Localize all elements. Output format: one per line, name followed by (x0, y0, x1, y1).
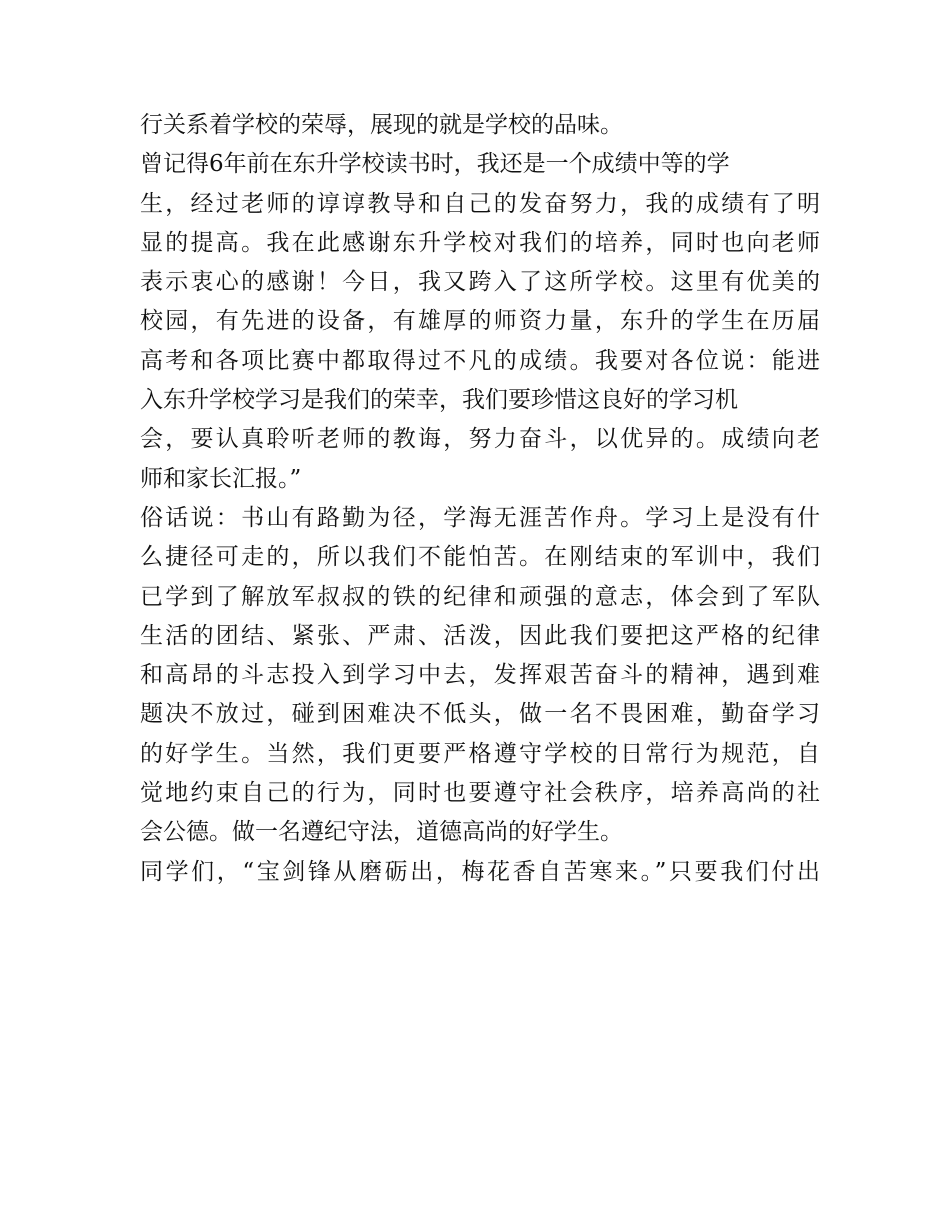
text-line: 的好学生。当然，我们更要严格遵守学校的日常行为规范，自 (140, 740, 820, 767)
text-line: 么捷径可走的，所以我们不能怕苦。在刚结束的军训中，我们 (140, 544, 820, 571)
text-line: 师和家长汇报。” (140, 465, 302, 492)
text-line: 表示衷心的感谢！今日，我又跨入了这所学校。这里有优美的 (140, 269, 820, 296)
text-line: 觉地约束自己的行为，同时也要遵守社会秩序，培养高尚的社 (140, 780, 820, 807)
text-line: 曾记得6年前在东升学校读书时，我还是一个成绩中等的学 (140, 151, 730, 178)
text-line: 会，要认真聆听老师的教诲，努力奋斗，以优异的。成绩向老 (140, 426, 820, 453)
text-line: 高考和各项比赛中都取得过不凡的成绩。我要对各位说：能进 (140, 347, 820, 374)
text-line: 生活的团结、紧张、严肃、活泼，因此我们要把这严格的纪律 (140, 622, 820, 649)
text-line: 题决不放过，碰到困难决不低头，做一名不畏困难，勤奋学习 (140, 701, 820, 728)
text-line: 校园，有先进的设备，有雄厚的师资力量，东升的学生在历届 (140, 308, 820, 335)
text-line: 会公德。做一名遵纪守法，道德高尚的好学生。 (140, 819, 623, 846)
text-line: 入东升学校学习是我们的荣幸，我们要珍惜这良好的学习机 (140, 387, 738, 414)
text-line: 俗话说：书山有路勤为径，学海无涯苦作舟。学习上是没有什 (140, 504, 820, 531)
text-line: 行关系着学校的荣辱，展现的就是学校的品味。 (140, 112, 623, 138)
document-body (140, 106, 820, 892)
text-line: 生，经过老师的谆谆教导和自己的发奋努力，我的成绩有了明 (140, 190, 820, 217)
text-line: 已学到了解放军叔叔的铁的纪律和顽强的意志，体会到了军队 (140, 583, 820, 610)
text-line: 和高昂的斗志投入到学习中去，发挥艰苦奋斗的精神，遇到难 (140, 662, 820, 689)
text-line: 显的提高。我在此感谢东升学校对我们的培养，同时也向老师 (140, 229, 820, 256)
text-line: 同学们，“宝剑锋从磨砺出，梅花香自苦寒来。”只要我们付出 (140, 858, 820, 885)
